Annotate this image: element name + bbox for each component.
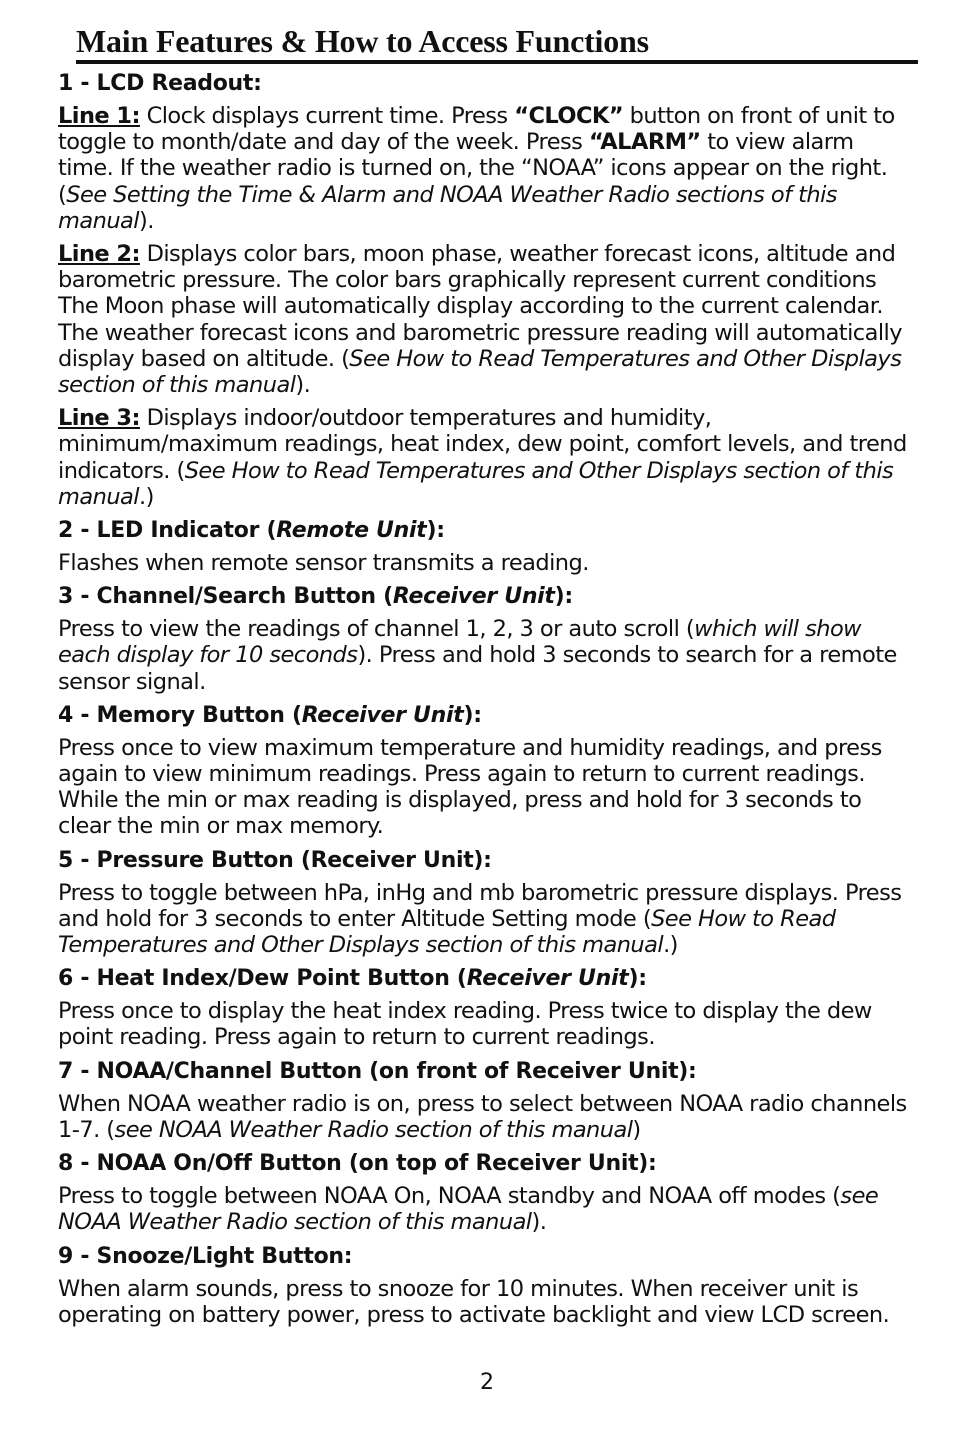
line2-reference: See How to Read Temperatures and Other Displays section of this manual xyxy=(58,345,902,399)
line3-text-2: .) xyxy=(138,483,154,510)
section-5-text: Press to toggle between hPa, inHg and mb barometric pressure displays. Press and hold for 3 seconds to enter Altitude Setting mode ( xyxy=(58,879,902,932)
section-4-heading-unit: Receiver Unit xyxy=(301,702,464,728)
page-header xyxy=(58,22,914,61)
section-6-heading-unit: Receiver Unit xyxy=(466,966,629,992)
alarm-keyword: “ALARM” xyxy=(588,129,701,156)
section-2-body: Flashes when remote sensor transmits a reading. xyxy=(58,550,589,577)
section-4-body: Press once to view maximum temperature and humidity readings, and press again to view minimum readings. Press again to return to current readings. While the min or max reading is displayed, press and hold for 3 seconds to clear the min or max memory. xyxy=(58,734,882,840)
section-9-heading: 9 - Snooze/Light Button: xyxy=(58,1243,353,1269)
section-3-heading-unit: Receiver Unit xyxy=(392,584,555,610)
section-7-text-2: ) xyxy=(632,1116,641,1143)
section-1-line1 xyxy=(58,103,914,234)
section-8-heading: 8 - NOAA On/Off Button (on top of Receiver Unit): xyxy=(58,1151,657,1177)
section-4-heading-end: ): xyxy=(463,702,482,728)
line1-text-2: button on front of unit to toggle to month/date and day of the week. Press xyxy=(58,103,895,156)
line3-text: Displays indoor/outdoor temperatures and humidity, minimum/maximum readings, heat index, dew point, comfort levels, and trend indicators. ( xyxy=(58,405,907,484)
section-6-heading-end: ): xyxy=(628,966,647,992)
section-2-heading-end: ): xyxy=(426,518,445,544)
section-2-heading-unit: Remote Unit xyxy=(276,518,427,544)
section-9-body: When alarm sounds, press to snooze for 10 minutes. When receiver unit is operating on battery power, press to activate backlight and view LCD screen. xyxy=(58,1275,890,1328)
section-8-reference: see NOAA Weather Radio section of this manual xyxy=(58,1183,879,1236)
page-number: 2 xyxy=(480,1370,494,1395)
section-5-text-2: .) xyxy=(663,932,678,959)
line2-text: Displays color bars, moon phase, weather forecast icons, altitude and barometric pressure. The color bars graphically represent current conditions The Moon phase will automatically display according to the current calendar. The weather forecast icons and barometric pressure reading will automatically display based on altitude. ( xyxy=(58,241,903,372)
section-8-body xyxy=(58,1183,914,1235)
section-3-text-2: ). Press and hold 3 seconds to search for a remote sensor signal. xyxy=(58,642,897,695)
line3-reference: See How to Read Temperatures and Other Displays section of this manual xyxy=(58,457,894,510)
section-7-reference: see NOAA Weather Radio section of this manual xyxy=(114,1116,633,1143)
section-4-heading-text: 4 - Memory Button ( xyxy=(58,702,302,728)
section-6-body: Press once to display the heat index reading. Press twice to display the dew point reading. Press again to return to current readings. xyxy=(58,998,872,1051)
section-7-body xyxy=(58,1091,914,1143)
section-3-text: Press to view the readings of channel 1, 2, 3 or auto scroll ( xyxy=(58,616,695,643)
section-3-body xyxy=(58,616,914,695)
section-2-heading xyxy=(58,517,914,544)
section-6-heading xyxy=(58,965,914,992)
section-3-heading-end: ): xyxy=(554,584,573,610)
section-3-italic: which will show each display for 10 seconds xyxy=(58,616,862,669)
section-8-text: Press to toggle between NOAA On, NOAA standby and NOAA off modes ( xyxy=(58,1183,841,1210)
clock-keyword: “CLOCK” xyxy=(514,103,624,129)
line1-text-4: ). xyxy=(138,207,154,234)
line1-text: Clock displays current time. Press xyxy=(139,103,515,129)
section-5-heading: 5 - Pressure Button (Receiver Unit): xyxy=(58,847,492,873)
section-4-heading xyxy=(58,702,914,729)
title-rule xyxy=(76,60,918,64)
section-1-line3 xyxy=(58,405,914,510)
line2-text-2: ). xyxy=(295,372,311,399)
section-3-heading xyxy=(58,583,914,610)
section-5-body xyxy=(58,880,914,959)
section-1-line2 xyxy=(58,241,914,398)
section-7-heading: 7 - NOAA/Channel Button (on front of Receiver Unit): xyxy=(58,1058,697,1084)
line3-label: Line 3: xyxy=(58,405,140,432)
line2-label: Line 2: xyxy=(58,241,140,268)
section-5-reference: See How to Read Temperatures and Other Displays section of this manual xyxy=(58,905,836,959)
line1-label: Line 1: xyxy=(58,103,140,129)
section-8-text-2: ). xyxy=(531,1209,547,1236)
section-7-text: When NOAA weather radio is on, press to select between NOAA radio channels 1-7. ( xyxy=(58,1090,907,1143)
section-6-heading-text: 6 - Heat Index/Dew Point Button ( xyxy=(58,966,467,992)
line1-reference: See Setting the Time & Alarm and NOAA Weather Radio sections of this manual xyxy=(58,181,837,234)
page-title: Main Features & How to Access Functions xyxy=(76,23,649,59)
section-1-heading: 1 - LCD Readout: xyxy=(58,71,262,96)
document-body xyxy=(58,70,914,1335)
section-2-heading-text: 2 - LED Indicator ( xyxy=(58,518,277,544)
section-3-heading-text: 3 - Channel/Search Button ( xyxy=(58,584,393,610)
line1-text-3: to view alarm time. If the weather radio is turned on, the “NOAA” icons appear on the right. ( xyxy=(58,129,888,208)
